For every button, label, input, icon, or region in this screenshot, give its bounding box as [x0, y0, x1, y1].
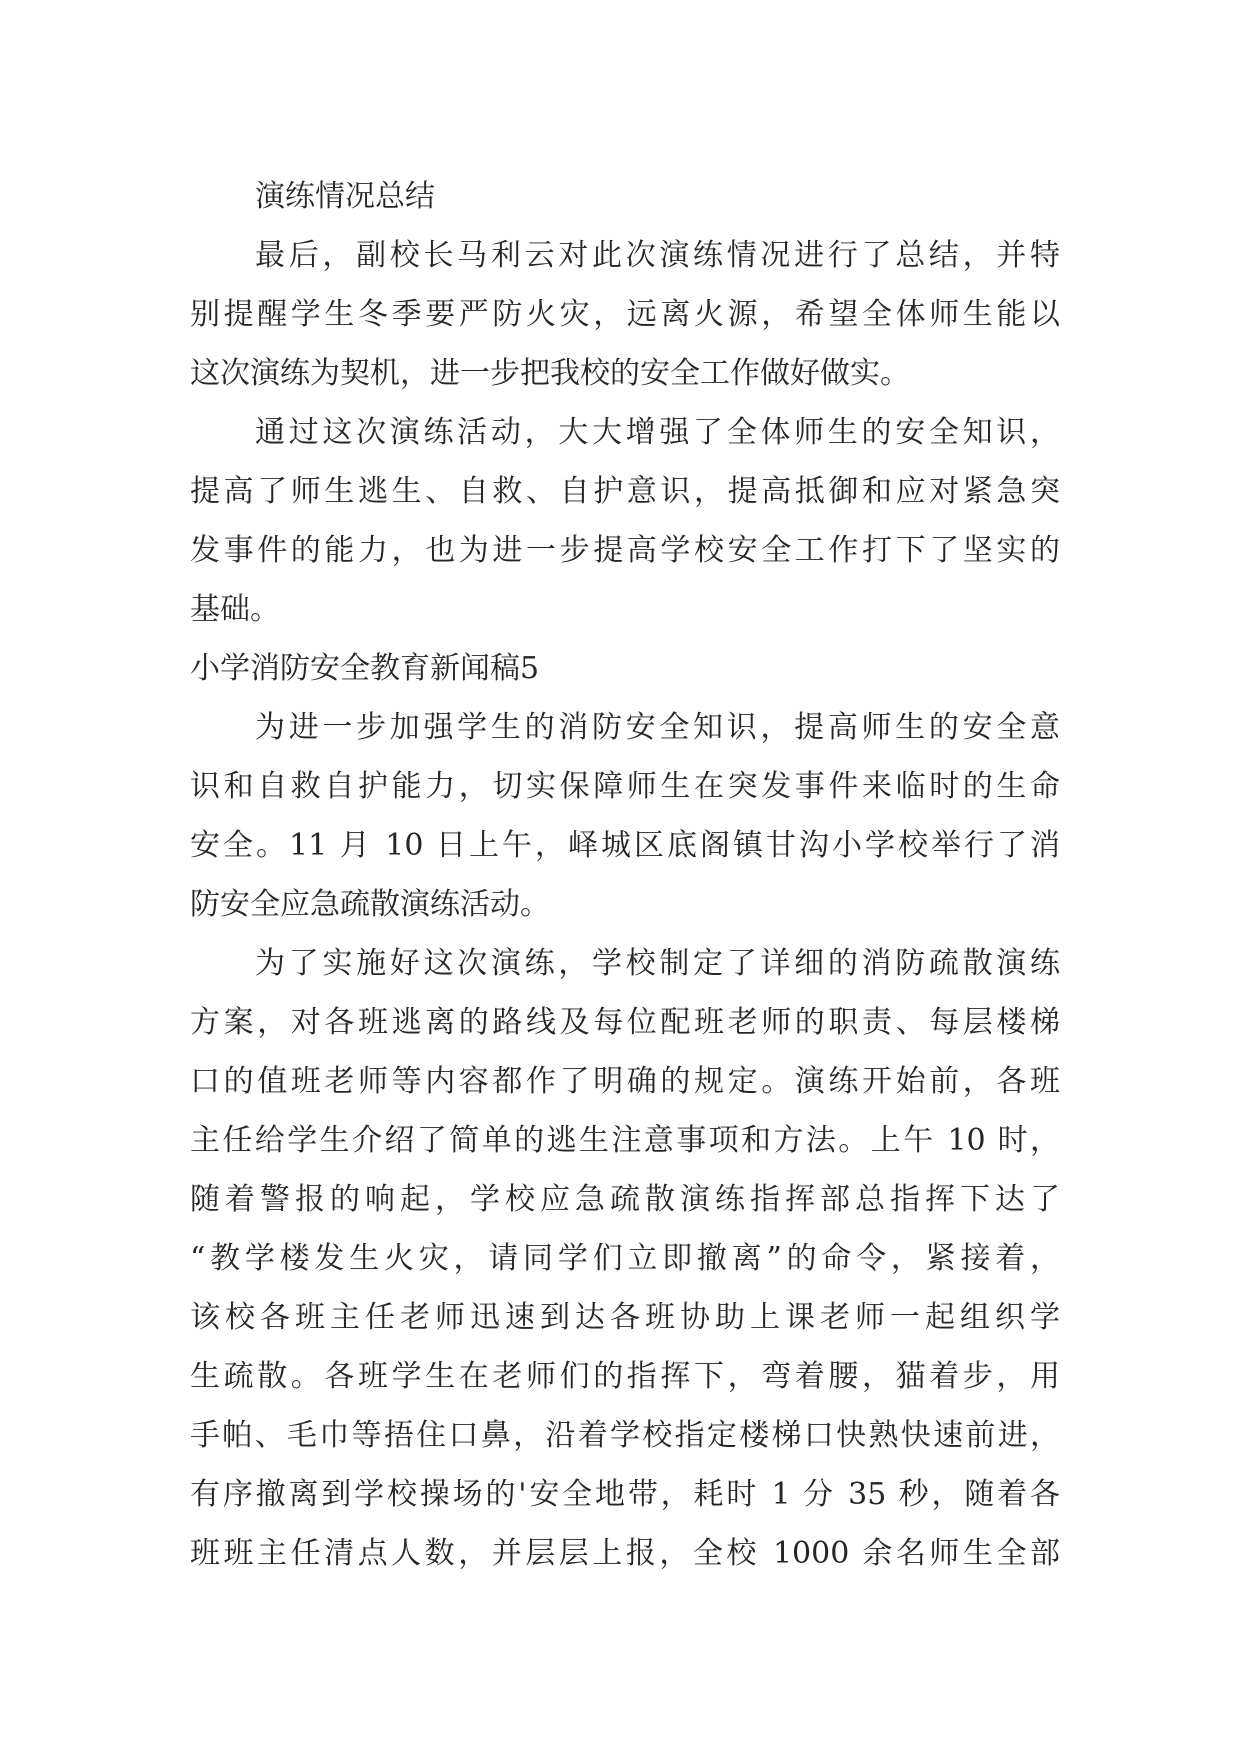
paragraph-drill-outcome — [190, 403, 1060, 639]
paragraph-line: 班班主任清点人数，并层层上报，全校 1000 余名师生全部 — [190, 1536, 1060, 1571]
paragraph-line: 该校各班主任老师迅速到达各班协助上课老师一起组织学 — [190, 1300, 1060, 1335]
paragraph-line: 安全。11 月 10 日上午，峄城区底阁镇甘沟小学校举行了消 — [190, 828, 1060, 863]
paragraph-line: 这次演练为契机，进一步把我校的安全工作做好做实。 — [190, 356, 910, 391]
paragraph-line: 识和自救自护能力，切实保障师生在突发事件来临时的生命 — [190, 769, 1060, 804]
paragraph-line: 提高了师生逃生、自救、自护意识，提高抵御和应对紧急突 — [190, 474, 1060, 509]
paragraph-line: 为进一步加强学生的消防安全知识，提高师生的安全意 — [255, 710, 1060, 745]
paragraph-intro — [190, 698, 1060, 934]
paragraph-line: 手帕、毛巾等捂住口鼻，沿着学校指定楼梯口快熟快速前进， — [190, 1418, 1060, 1453]
paragraph-line: 为了实施好这次演练，学校制定了详细的消防疏散演练 — [255, 946, 1060, 981]
paragraph-line: 随着警报的响起，学校应急疏散演练指挥部总指挥下达了 — [190, 1182, 1060, 1217]
paragraph-line: 通过这次演练活动，大大增强了全体师生的安全知识， — [255, 415, 1060, 450]
paragraph-line: 有序撤离到学校操场的'安全地带，耗时 1 分 35 秒，随着各 — [190, 1477, 1060, 1512]
paragraph-closing-summary — [190, 226, 1060, 403]
paragraph-line: 生疏散。各班学生在老师们的指挥下，弯着腰，猫着步，用 — [190, 1359, 1060, 1394]
paragraph-line: “教学楼发生火灾，请同学们立即撤离”的命令，紧接着， — [190, 1241, 1060, 1276]
paragraph-line: 最后，副校长马利云对此次演练情况进行了总结，并特 — [255, 238, 1060, 273]
paragraph-line: 主任给学生介绍了简单的逃生注意事项和方法。上午 10 时， — [190, 1123, 1060, 1158]
paragraph-line: 发事件的能力，也为进一步提高学校安全工作打下了坚实的 — [190, 533, 1060, 568]
paragraph-drill-process — [190, 934, 1060, 1583]
paragraph-line: 别提醒学生冬季要严防火灾，远离火源，希望全体师生能以 — [190, 297, 1060, 332]
article-title: 小学消防安全教育新闻稿5 — [190, 651, 540, 686]
paragraph-line: 基础。 — [190, 592, 280, 627]
paragraph-line: 防安全应急疏散演练活动。 — [190, 887, 550, 922]
paragraph-line: 方案，对各班逃离的路线及每位配班老师的职责、每层楼梯 — [190, 1005, 1060, 1040]
section-heading: 演练情况总结 — [255, 179, 435, 214]
document-body — [190, 167, 1060, 1583]
paragraph-line: 口的值班老师等内容都作了明确的规定。演练开始前，各班 — [190, 1064, 1060, 1099]
